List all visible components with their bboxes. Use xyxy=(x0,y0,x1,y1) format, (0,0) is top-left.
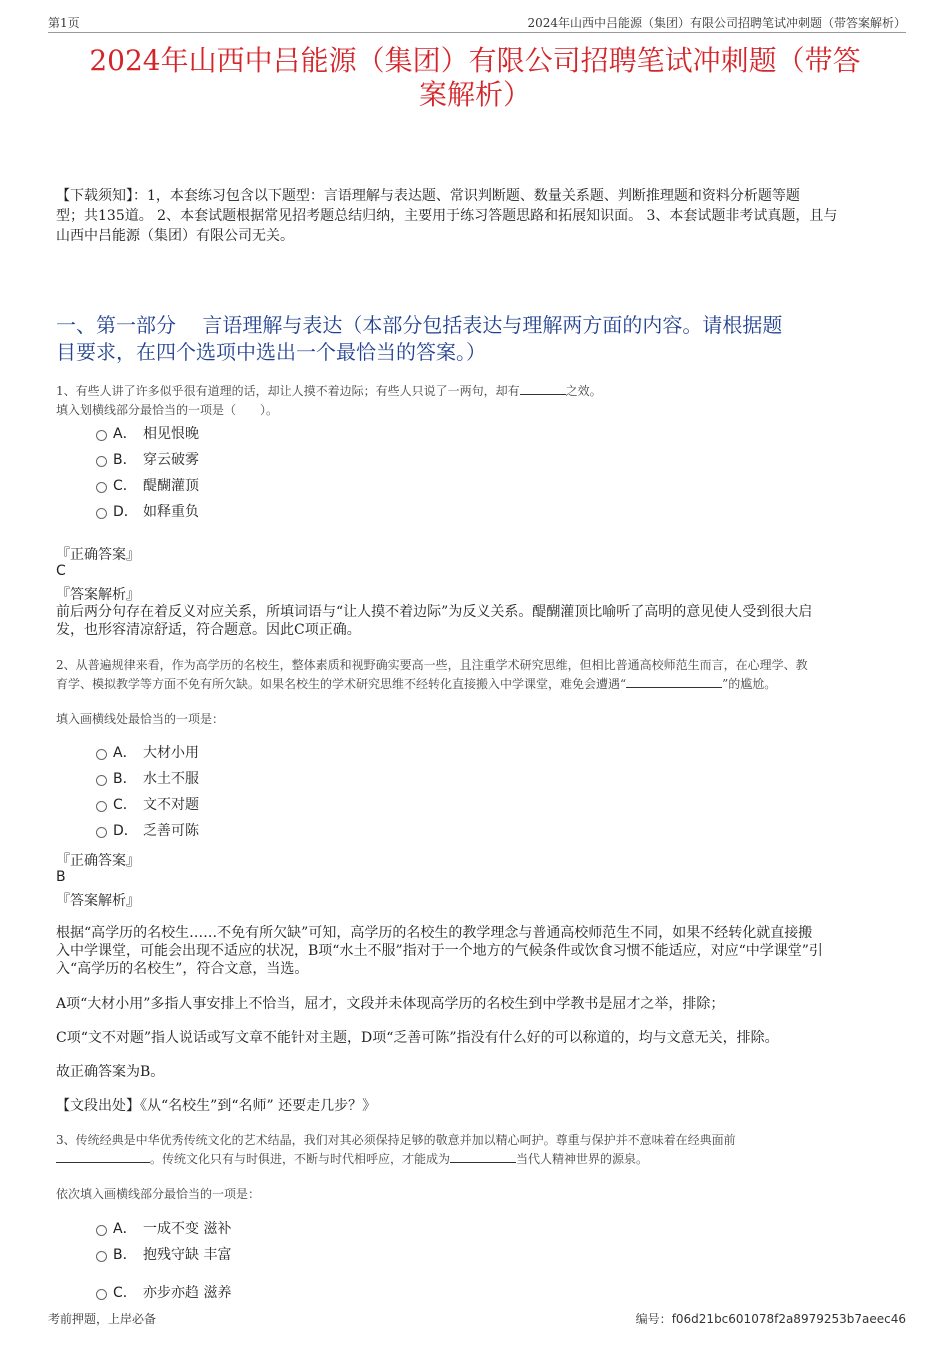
footer-slogan: 考前押题，上岸必备 xyxy=(48,1312,157,1326)
notice-line-3: 山西中吕能源（集团）有限公司无关。 xyxy=(56,228,294,244)
q2-option-a[interactable]: A． 大材小用 xyxy=(96,743,199,763)
header-doc-title: 2024年山西中吕能源（集团）有限公司招聘笔试冲刺题（带答案解析） xyxy=(527,16,906,30)
title-line-1: 2024年山西中吕能源（集团）有限公司招聘笔试冲刺题（带答 xyxy=(89,44,861,77)
q3-blank-2 xyxy=(450,1150,516,1163)
q1-stem-a: 1、有些人讲了许多似乎很有道理的话，却让人摸不着边际；有些人只说了一两句，却有 xyxy=(56,384,520,398)
section-line-2: 目要求，在四个选项中选出一个最恰当的答案。） xyxy=(56,340,486,364)
radio-icon[interactable] xyxy=(96,456,107,467)
q2-source: 【文段出处】《从“名校生”到“名师” 还要走几步？》 xyxy=(56,1098,377,1114)
radio-icon[interactable] xyxy=(96,1225,107,1236)
q2-answer: B xyxy=(56,869,66,885)
q2-option-c[interactable]: C． 文不对题 xyxy=(96,795,199,815)
notice-line-2: 型；共135道。 2、本套试题根据常见招考题总结归纳，主要用于练习答题思路和拓展知识面。 3、本套试题非考试真题，且与 xyxy=(56,208,838,224)
radio-icon[interactable] xyxy=(96,430,107,441)
radio-icon[interactable] xyxy=(96,749,107,760)
radio-icon[interactable] xyxy=(96,801,107,812)
q1-stem xyxy=(56,382,898,401)
download-notice xyxy=(56,186,898,246)
notice-line-1: 【下载须知】：1，本套练习包含以下题型：言语理解与表达题、常识判断题、数量关系题、判断推理题和资料分析题等题 xyxy=(56,188,800,204)
radio-icon[interactable] xyxy=(96,1289,107,1300)
radio-icon[interactable] xyxy=(96,482,107,493)
q3-blank-1 xyxy=(56,1150,150,1163)
footer-code: 编号：f06d21bc601078f2a8979253b7aeec46 xyxy=(635,1312,906,1326)
q2-option-d[interactable]: D． 乏善可陈 xyxy=(96,821,199,841)
q2-correct-answer-label: 『正确答案』 xyxy=(56,853,140,869)
q1-blank xyxy=(520,382,566,395)
q2-stem: 2、从普遍规律来看，作为高学历的名校生，整体素质和视野确实要高一些，且注重学术研究思维，但相比普通高校师范生而言，在心理学、教 育学、模拟教学等方面不免有所欠缺。如果名校生的学术研究思维不经转化直接搬入中学课堂，难免会遭遇“ ”的尴尬。 xyxy=(56,658,808,691)
page-number: 第1页 xyxy=(48,16,80,30)
radio-icon[interactable] xyxy=(96,1251,107,1262)
section-line-1: 一、第一部分 言语理解与表达（本部分包括表达与理解两方面的内容。请根据题 xyxy=(56,313,783,337)
title-line-2: 案解析） xyxy=(418,78,531,111)
radio-icon[interactable] xyxy=(96,508,107,519)
q1-instruction: 填入划横线部分最恰当的一项是（ ）。 xyxy=(56,403,279,417)
q2-option-b[interactable]: B． 水土不服 xyxy=(96,769,199,789)
q3-instruction: 依次填入画横线部分最恰当的一项是： xyxy=(56,1187,261,1201)
q3-stem: 3、传统经典是中华优秀传统文化的艺术结晶，我们对其必须保持足够的敬意并加以精心呵护。尊重与保护并不意味着在经典面前 。传统文化只有与时俱进，不断与时代相呼应，才能成为 当代人精神世界的源泉。 xyxy=(56,1133,736,1166)
q3-option-b[interactable]: B． 抱残守缺 丰富 xyxy=(96,1245,231,1265)
section-heading xyxy=(56,312,898,366)
q2-analysis-label: 『答案解析』 xyxy=(56,893,140,909)
radio-icon[interactable] xyxy=(96,775,107,786)
q1-option-c[interactable]: C． 醍醐灌顶 xyxy=(96,476,199,496)
q1-analysis-label: 『答案解析』 xyxy=(56,587,140,603)
q2-blank xyxy=(626,675,722,688)
q2-analysis-paragraph-1: 根据“高学历的名校生……不免有所欠缺”可知，高学历的名校生的教学理念与普通高校师范生不同，如果不经转化就直接搬 入中学课堂，可能会出现不适应的状况，B项“水土不服”指对于一个地方的气候条件或饮食习惯不能适应，对应“中学课堂”引 入“高学历的名校生”，符合文意，当选。 xyxy=(56,925,823,977)
q2-analysis-paragraph-3: C项“文不对题”指人说话或写文章不能针对主题，D项“乏善可陈”指没有什么好的可以称道的，均与文意无关，排除。 xyxy=(56,1030,779,1046)
q1-option-b[interactable]: B． 穿云破雾 xyxy=(96,450,199,470)
q3-option-a[interactable]: A． 一成不变 滋补 xyxy=(96,1219,231,1239)
q2-analysis-paragraph-2: A项“大材小用”多指人事安排上不恰当，屈才，文段并未体现高学历的名校生到中学教书是屈才之举，排除； xyxy=(56,996,725,1012)
q1-correct-answer-label: 『正确答案』 xyxy=(56,547,140,563)
q3-option-c[interactable]: C． 亦步亦趋 滋养 xyxy=(96,1283,231,1303)
q2-analysis-paragraph-4: 故正确答案为B。 xyxy=(56,1064,165,1080)
page-title xyxy=(50,44,900,112)
q1-option-d[interactable]: D． 如释重负 xyxy=(96,502,199,522)
page-header xyxy=(48,14,906,33)
radio-icon[interactable] xyxy=(96,827,107,838)
q1-answer: C xyxy=(56,563,66,579)
q2-instruction: 填入画横线处最恰当的一项是： xyxy=(56,712,225,726)
q1-stem-b: 之效。 xyxy=(565,384,602,398)
q1-option-a[interactable]: A． 相见恨晚 xyxy=(96,424,199,444)
q1-analysis: 前后两分句存在着反义对应关系，所填词语与“让人摸不着边际”为反义关系。醍醐灌顶比喻听了高明的意见使人受到很大启 发，也形容清凉舒适，符合题意。因此C项正确。 xyxy=(56,604,813,638)
